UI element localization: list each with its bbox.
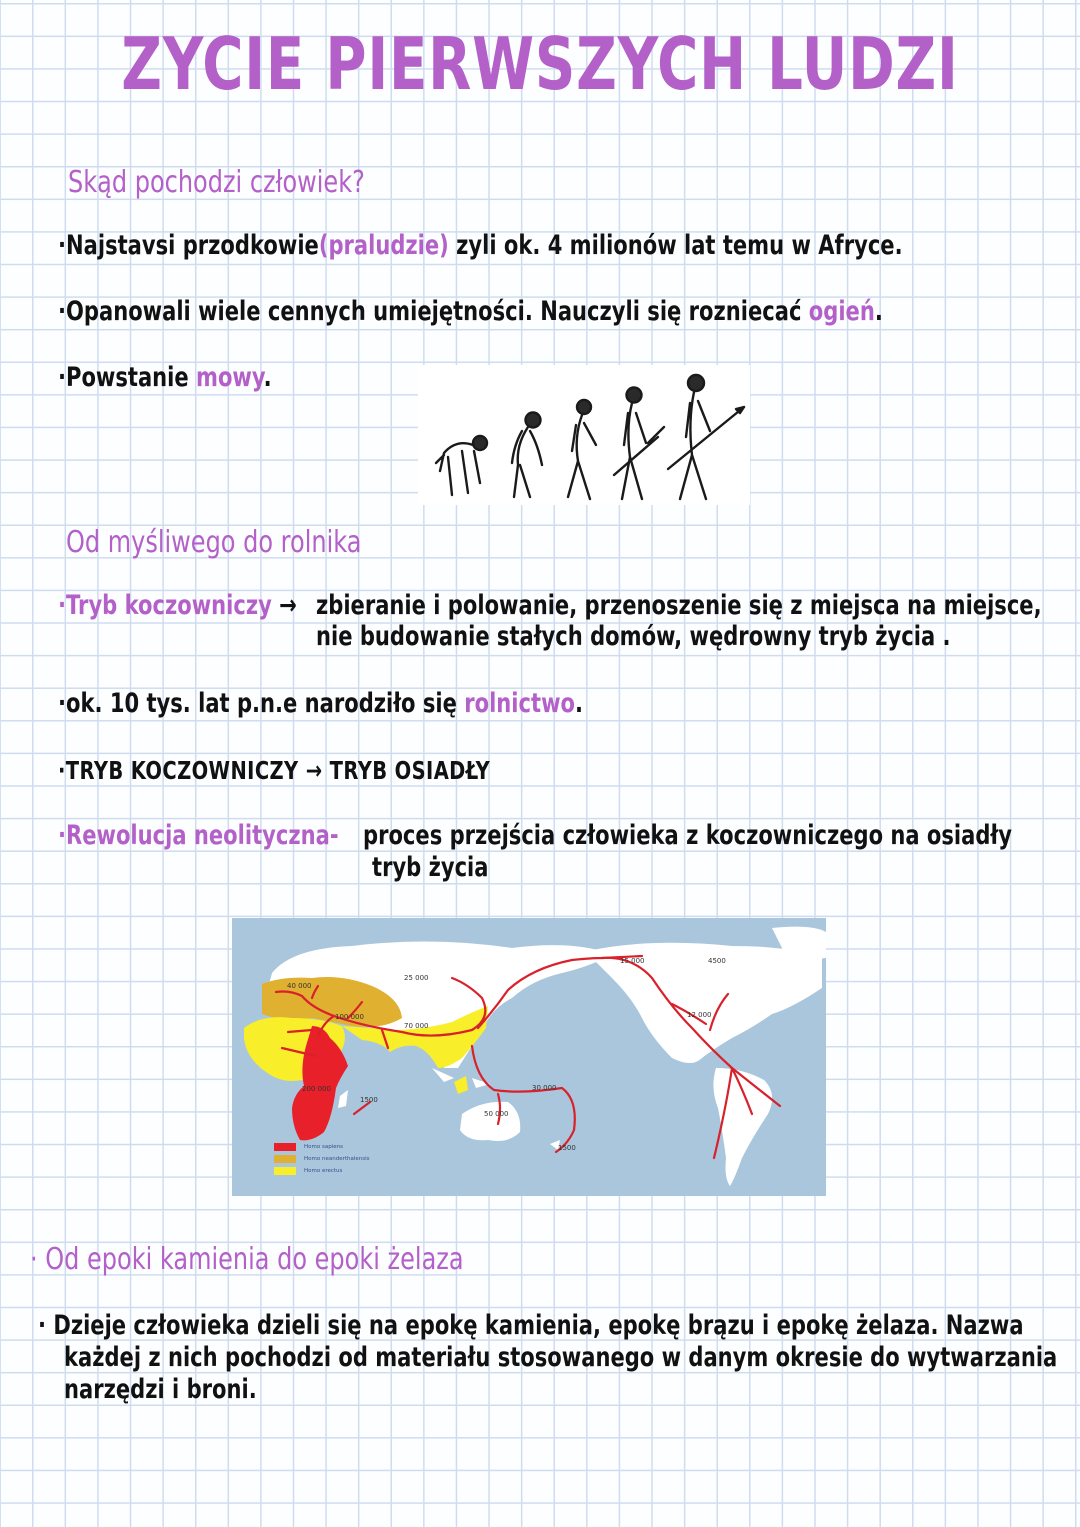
section-heading-origin: Skąd pochodzi człowiek? [68,165,365,200]
ages-paragraph-line2: każdej z nich pochodzi od materiału stosowanego w danym okresie do wytwarzania [64,1342,1058,1373]
highlight-term: mowy [196,362,264,393]
legend-label: Homo sapiens [304,1143,343,1150]
legend-item-homo-erectus [274,1165,370,1176]
map-label: 1500 [360,1096,378,1104]
text: TRYB KOCZOWNICZY [65,756,299,785]
revolution-definition-line2: tryb życia [372,852,489,883]
arrow-right-icon: → [305,756,323,785]
text: ok. 10 tys. lat p.n.e narodziło się [66,688,465,719]
bullet-dot: · [30,1242,38,1277]
legend-label: Homo erectus [304,1167,343,1174]
text: zyli ok. 4 milionów lat temu w Afryce. [448,230,903,261]
text: TRYB OSIADŁY [329,756,491,785]
highlight-term: Tryb koczowniczy [66,590,272,621]
nomadic-definition-line2: nie budowanie stałych domów, wędrowny tryb życia . [316,621,951,652]
text: . [575,688,584,719]
nomadic-term-line [58,590,297,621]
dash: - [329,820,339,851]
human-evolution-figures-icon [418,365,750,505]
map-label: 15 000 [620,957,645,965]
text: Opanowali wiele cennych umiejętności. Nauczyli się rozniecać [66,296,809,327]
bullet-transition [58,756,490,785]
bullet-dot: · [58,296,67,327]
map-label: 1500 [558,1144,576,1152]
nomadic-definition-line1: zbieranie i polowanie, przenoszenie się z miejsca na miejsce, [316,590,1042,621]
highlight-term: ogień [808,296,875,327]
map-label: 100 000 [335,1013,364,1021]
text: Najstavsi przodkowie [66,230,319,261]
bullet-dot: · [58,362,67,393]
text: . [874,296,883,327]
text: Powstanie [66,362,197,393]
bullet-dot: · [58,756,66,785]
highlight-term: (praludzie) [318,230,449,261]
bullet-dot: · [58,230,67,261]
map-label: 12 000 [687,1011,712,1019]
page-title: ZYCIE PIERWSZYCH LUDZI [121,22,959,106]
map-label: 70 000 [404,1022,429,1030]
bullet-dot: · [58,590,67,621]
evolution-illustration [418,365,750,505]
map-label: 50 000 [484,1110,509,1118]
highlight-term: rolnictwo [464,688,576,719]
legend-swatch [274,1155,296,1163]
bullet-ancestors [58,230,903,261]
map-label: 40 000 [287,982,312,990]
legend-label: Homo neanderthalensis [304,1155,370,1162]
text: . [263,362,272,393]
map-label: 25 000 [404,974,429,982]
map-label: 200 000 [302,1085,331,1093]
arrow-right-icon: → [279,590,297,621]
section-heading-ages [30,1242,464,1277]
map-legend [274,1141,370,1177]
highlight-term: Rewolucja neolityczna [66,820,330,851]
text: Dzieje człowieka dzieli się na epokę kamienia, epokę brązu i epokę żelaza. Nazwa [53,1310,1024,1341]
ages-paragraph-line1 [38,1310,1024,1341]
bullet-agriculture [58,688,583,719]
bullet-dot: · [58,820,67,851]
legend-swatch [274,1143,296,1151]
revolution-definition-line1: proces przejścia człowieka z koczowniczego na osiadły [363,820,1012,851]
bullet-skills [58,296,883,327]
section-heading-hunter-farmer: Od myśliwego do rolnika [66,525,362,560]
legend-item-homo-sapiens [274,1141,370,1152]
legend-swatch [274,1167,296,1175]
bullet-dot: · [58,688,67,719]
bullet-speech [58,362,272,393]
human-migration-map [232,918,826,1196]
heading-text: Od epoki kamienia do epoki żelaza [45,1242,464,1277]
legend-item-homo-neanderthalensis [274,1153,370,1164]
bullet-dot: · [38,1310,47,1341]
map-label: 4500 [708,957,726,965]
revolution-term-line [58,820,339,851]
ages-paragraph-line3: narzędzi i broni. [64,1374,257,1405]
map-label: 30 000 [532,1084,557,1092]
